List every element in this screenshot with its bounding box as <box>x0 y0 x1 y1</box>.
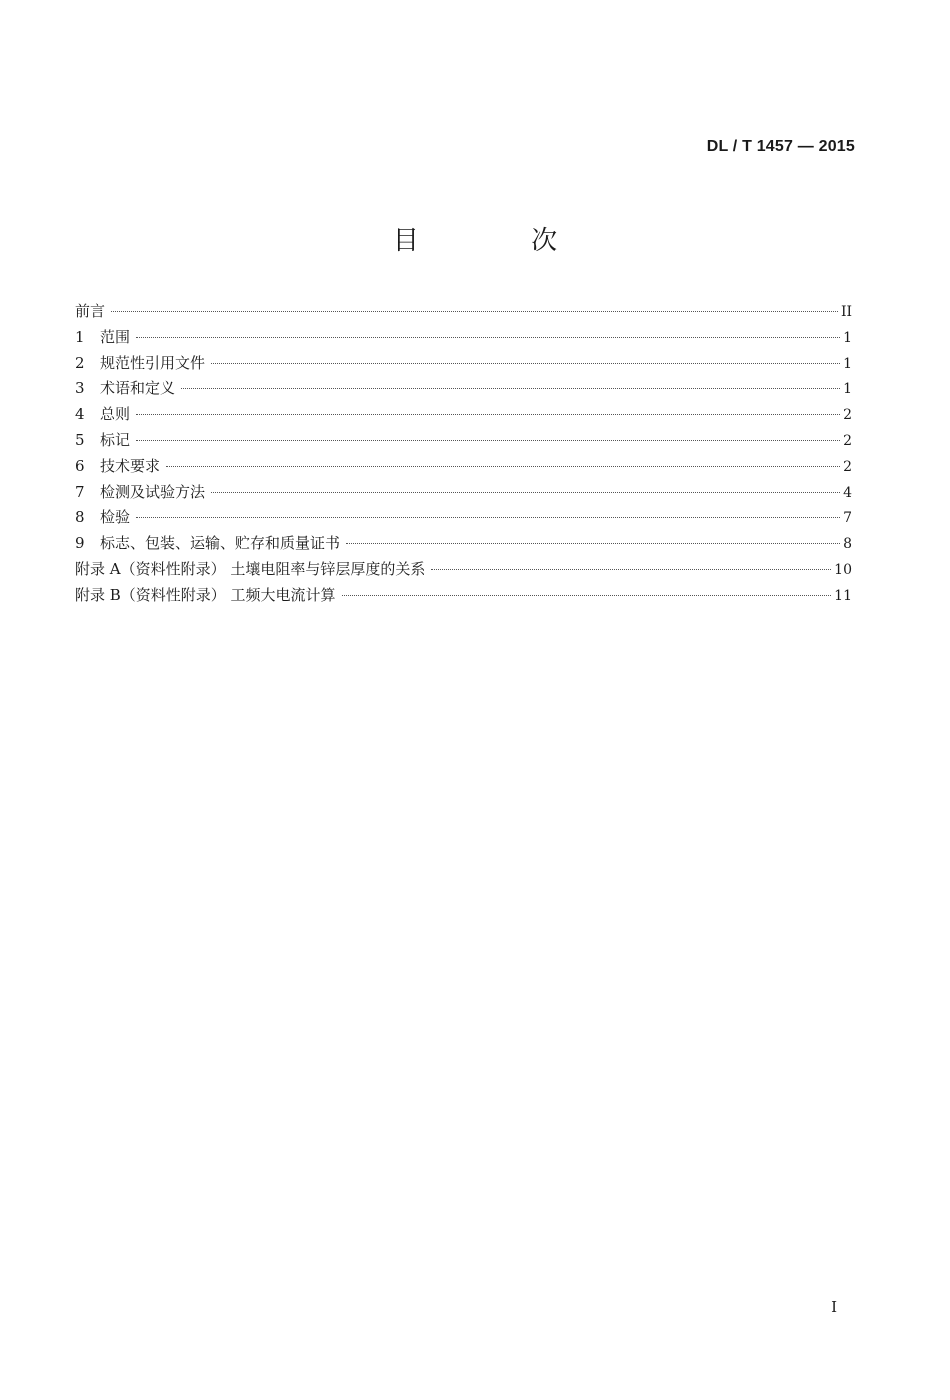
toc-entry-label: 检验 <box>100 508 131 527</box>
toc-entry-9[interactable] <box>75 532 852 558</box>
toc-entry-page: 8 <box>843 536 852 553</box>
toc-leader-dots <box>136 517 840 518</box>
toc-entry-appendix-b[interactable] <box>75 584 852 610</box>
toc-entry-number: 9 <box>75 534 85 553</box>
toc-entry-number: 2 <box>75 353 85 372</box>
toc-entry-number: 6 <box>75 456 85 475</box>
toc-leader-dots <box>211 492 840 493</box>
toc-entry-page: 1 <box>843 355 852 372</box>
toc-entry-page: 7 <box>843 510 852 527</box>
toc-entry-page: 2 <box>843 432 852 449</box>
toc-entry-number: 5 <box>75 430 85 449</box>
toc-entry-label: 前言 <box>75 302 106 320</box>
toc-entry-label: 范围 <box>100 327 131 346</box>
toc-entry-3[interactable] <box>75 377 852 403</box>
toc-entry-preface[interactable] <box>75 300 852 326</box>
toc-entry-page: II <box>840 304 852 320</box>
toc-entry-label: 总则 <box>100 405 131 424</box>
toc-entry-number: 1 <box>75 327 85 346</box>
toc-entry-label: 标志、包装、运输、贮存和质量证书 <box>100 534 341 553</box>
toc-entry-1[interactable] <box>75 326 852 352</box>
toc-entry-number: 3 <box>75 379 85 398</box>
toc-leader-dots <box>136 414 840 415</box>
toc-entry-page: 4 <box>843 484 852 501</box>
toc-entry-page: 2 <box>843 407 852 424</box>
toc-leader-dots <box>431 569 831 570</box>
toc-leader-dots <box>181 388 840 389</box>
toc-leader-dots <box>166 466 840 467</box>
toc-entry-page: 10 <box>834 561 852 578</box>
toc-entry-label: 附录 A（资料性附录） 土壤电阻率与锌层厚度的关系 <box>75 559 426 578</box>
toc-leader-dots <box>136 337 840 338</box>
toc-entry-2[interactable] <box>75 352 852 378</box>
toc-list <box>75 300 852 610</box>
toc-leader-dots <box>342 595 832 596</box>
toc-entry-4[interactable] <box>75 403 852 429</box>
toc-entry-5[interactable] <box>75 429 852 455</box>
doc-code: DL / T 1457 — 2015 <box>706 138 855 155</box>
page-number: I <box>831 1298 837 1316</box>
toc-entry-8[interactable] <box>75 506 852 532</box>
toc-entry-page: 1 <box>843 329 852 346</box>
toc-leader-dots <box>111 311 838 312</box>
toc-entry-label: 标记 <box>100 430 131 449</box>
toc-entry-page: 2 <box>843 458 852 475</box>
toc-entry-label: 检测及试验方法 <box>100 482 206 501</box>
toc-entry-number: 8 <box>75 508 85 527</box>
toc-leader-dots <box>211 363 840 364</box>
toc-entry-page: 11 <box>834 587 852 604</box>
toc-entry-label: 规范性引用文件 <box>100 353 206 372</box>
toc-leader-dots <box>346 543 840 544</box>
toc-entry-number: 7 <box>75 482 85 501</box>
toc-entry-page: 1 <box>843 381 852 398</box>
toc-entry-label: 术语和定义 <box>100 379 176 398</box>
toc-entry-label: 技术要求 <box>100 456 161 475</box>
toc-entry-number: 4 <box>75 405 85 424</box>
toc-entry-label: 附录 B（资料性附录） 工频大电流计算 <box>75 585 336 604</box>
toc-leader-dots <box>136 440 840 441</box>
toc-entry-6[interactable] <box>75 455 852 481</box>
toc-entry-appendix-a[interactable] <box>75 558 852 584</box>
toc-title: 目 次 <box>392 226 610 256</box>
toc-entry-7[interactable] <box>75 481 852 507</box>
